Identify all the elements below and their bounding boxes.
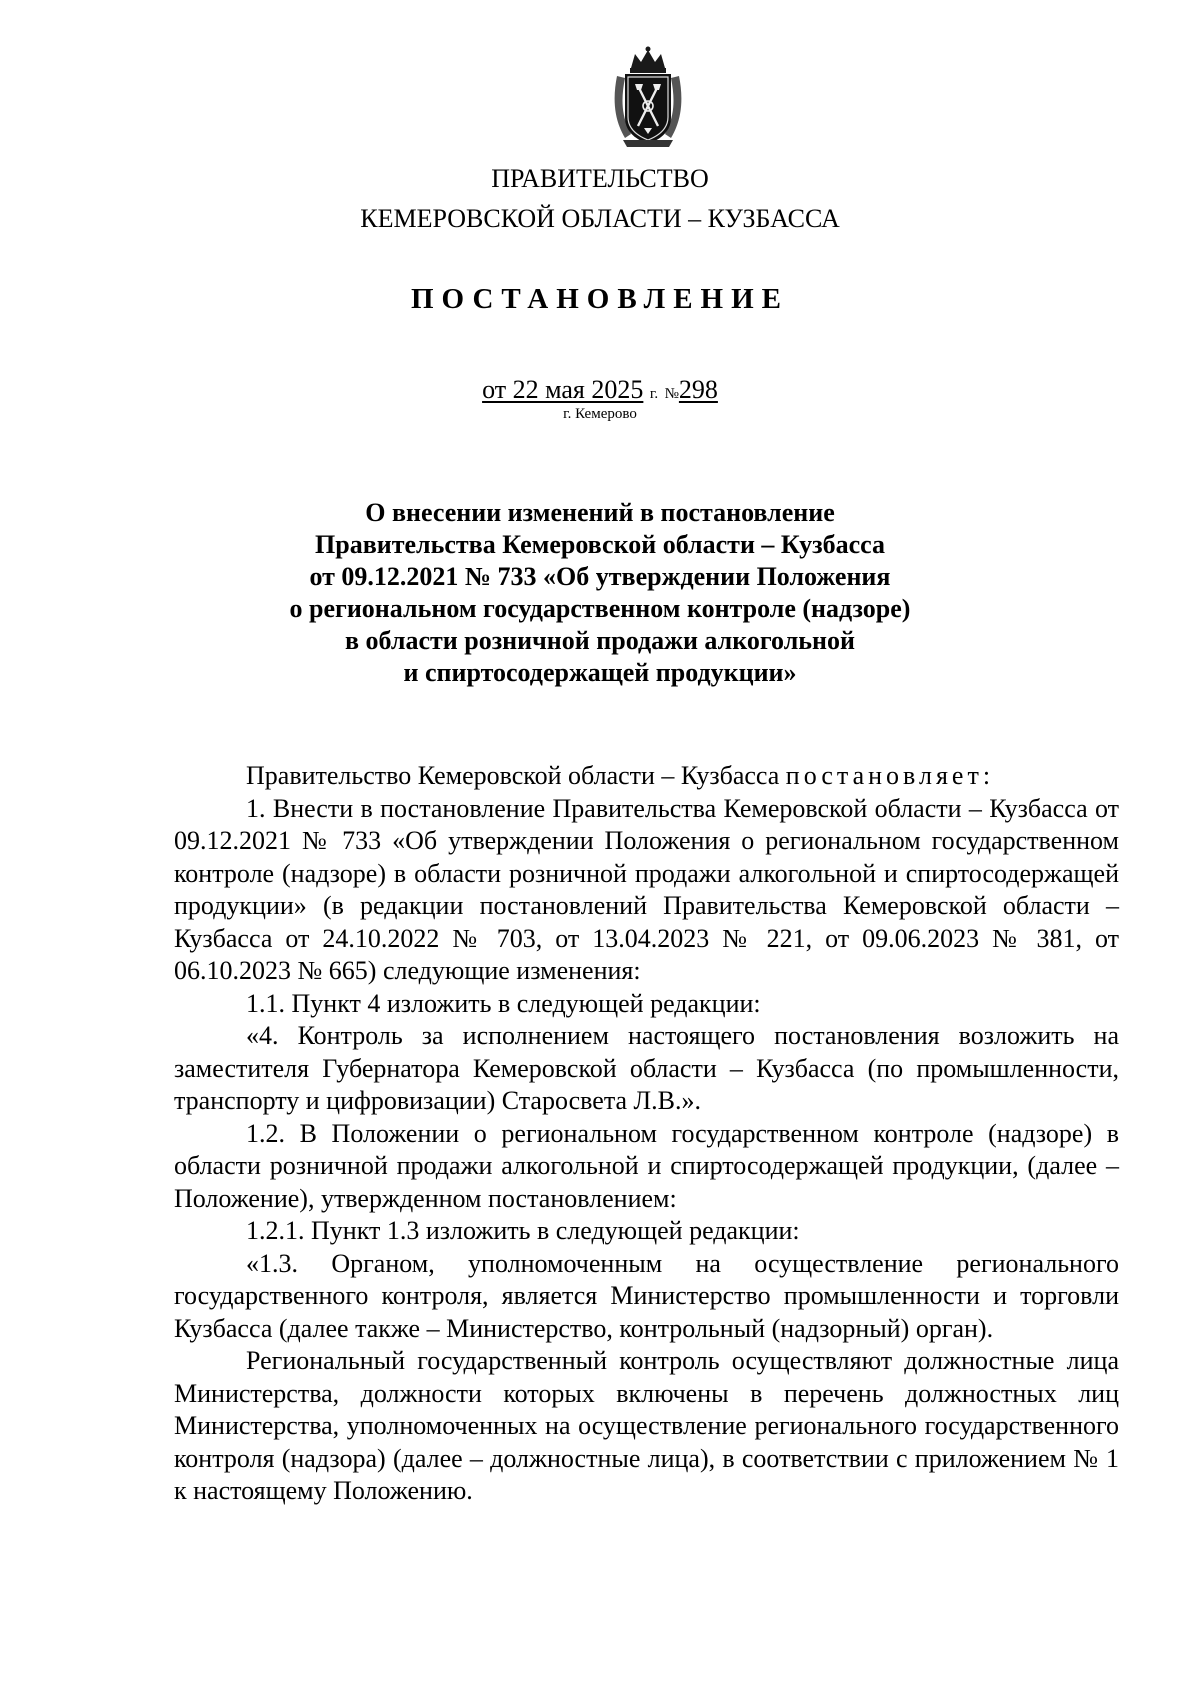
document-date-number (0, 375, 1200, 409)
resolves-keyword: постановляет (785, 761, 983, 790)
government-name-line-2: КЕМЕРОВСКОЙ ОБЛАСТИ – КУЗБАССА (360, 204, 840, 233)
document-kind-title: ПОСТАНОВЛЕНИЕ (410, 283, 789, 315)
document-date: от 22 мая 2025 (482, 375, 644, 404)
government-name-line-1: ПРАВИТЕЛЬСТВО (491, 164, 709, 193)
document-year-suffix: г. (649, 386, 659, 402)
body-paragraph: «1.3. Органом, уполномоченным на осуществление регионального государственного контроля, является Министерство промышленности и торговли Кузбасса (далее также – Министерство, контрольный (надзорный) орган). (174, 1248, 1119, 1343)
coat-of-arms-emblem-icon (611, 46, 685, 150)
body-paragraph: 1. Внести в постановление Правительства Кемеровской области – Кузбасса от 09.12.2021 № 733 «Об утверждении Положения о региональном государственном контроле (надзоре) в области розничной продажи алкогольной и спиртосодержащей продукции» (в редакции постановлений Правительства Кемеровской области – Кузбасса от 24.10.2022 № 703, от 13.04.2023 № 221, от 09.06.2023 № 381, от 06.10.2023 № 665) следующие изменения: (174, 793, 1119, 985)
body-paragraph: «4. Контроль за исполнением настоящего постановления возложить на заместителя Губернатора Кемеровской области – Кузбасса (по промышленности, транспорту и цифровизации) Старосвета Л.В.». (174, 1021, 1119, 1115)
subject-line: в области розничной продажи алкогольной (344, 626, 855, 655)
document-body (174, 760, 1119, 1508)
body-paragraph: 1.2.1. Пункт 1.3 изложить в следующей редакции: (246, 1216, 800, 1245)
subject-line: о региональном государственном контроле (надзоре) (289, 594, 911, 623)
document-number-sign: № (664, 386, 679, 402)
body-intro-paragraph: Правительство Кемеровской области – Кузбасса постановляет: (246, 761, 991, 790)
body-paragraph: 1.2. В Положении о региональном государственном контроле (надзоре) в области розничной продажи алкогольной и спиртосодержащей продукции, (далее – Положение), утвержденном постановлением: (174, 1118, 1119, 1213)
subject-line: О внесении изменений в постановление (365, 498, 835, 527)
body-paragraph: 1.1. Пункт 4 изложить в следующей редакции: (246, 988, 761, 1018)
body-paragraph: Региональный государственный контроль осуществляют должностные лица Министерства, должности которых включены в перечень должностных лиц Министерства, уполномоченных на осуществление регионального государственного контроля (надзора) (далее – должностные лица), в соответствии с приложением № 1 к настоящему Положению. (174, 1346, 1119, 1505)
subject-line: Правительства Кемеровской области – Кузбасса (315, 530, 885, 559)
document-number: 298 (678, 375, 718, 404)
document-city: г. Кемерово (563, 406, 637, 422)
subject-line: от 09.12.2021 № 733 «Об утверждении Положения (309, 562, 891, 591)
subject-line: и спиртосодержащей продукции» (403, 658, 797, 687)
